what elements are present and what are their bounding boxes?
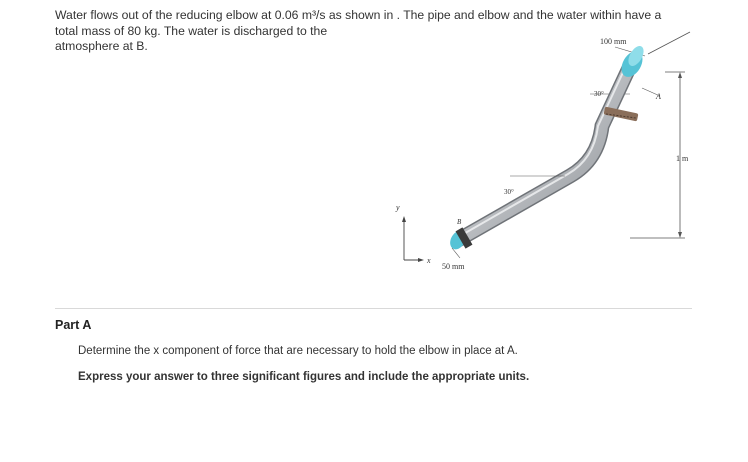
part-a-question: Determine the x component of force that are necessary to hold the elbow in place at A. xyxy=(78,345,518,357)
elbow-diagram xyxy=(380,26,720,276)
label-100mm: 100 mm xyxy=(600,37,627,46)
leader-100mm xyxy=(648,32,690,54)
label-1m: 1 m xyxy=(676,154,689,163)
label-B: B xyxy=(457,218,462,226)
label-30-mid: 30° xyxy=(504,188,514,196)
reducing-elbow-figure xyxy=(380,26,720,276)
label-A: A xyxy=(656,92,661,101)
part-a-title: Part A xyxy=(55,318,92,332)
problem-line-2: total mass of 80 kg. The water is discharged to the xyxy=(55,23,328,38)
label-30-top: 30° xyxy=(594,90,604,98)
pipe-body xyxy=(458,66,630,240)
problem-line-3: atmosphere at B. xyxy=(55,39,148,53)
part-a-instruction: Express your answer to three significant figures and include the appropriate units. xyxy=(78,371,530,383)
label-50mm: 50 mm xyxy=(442,262,465,271)
coordinate-axes xyxy=(395,203,431,265)
axis-x-label: x xyxy=(427,256,431,265)
axis-y-label: y xyxy=(396,203,400,212)
section-divider xyxy=(55,308,692,309)
problem-line-1: Water flows out of the reducing elbow at 0.06 m³/s as shown in . The pipe and elbow and the water within have a xyxy=(55,8,662,22)
pipe-outline xyxy=(458,66,630,240)
